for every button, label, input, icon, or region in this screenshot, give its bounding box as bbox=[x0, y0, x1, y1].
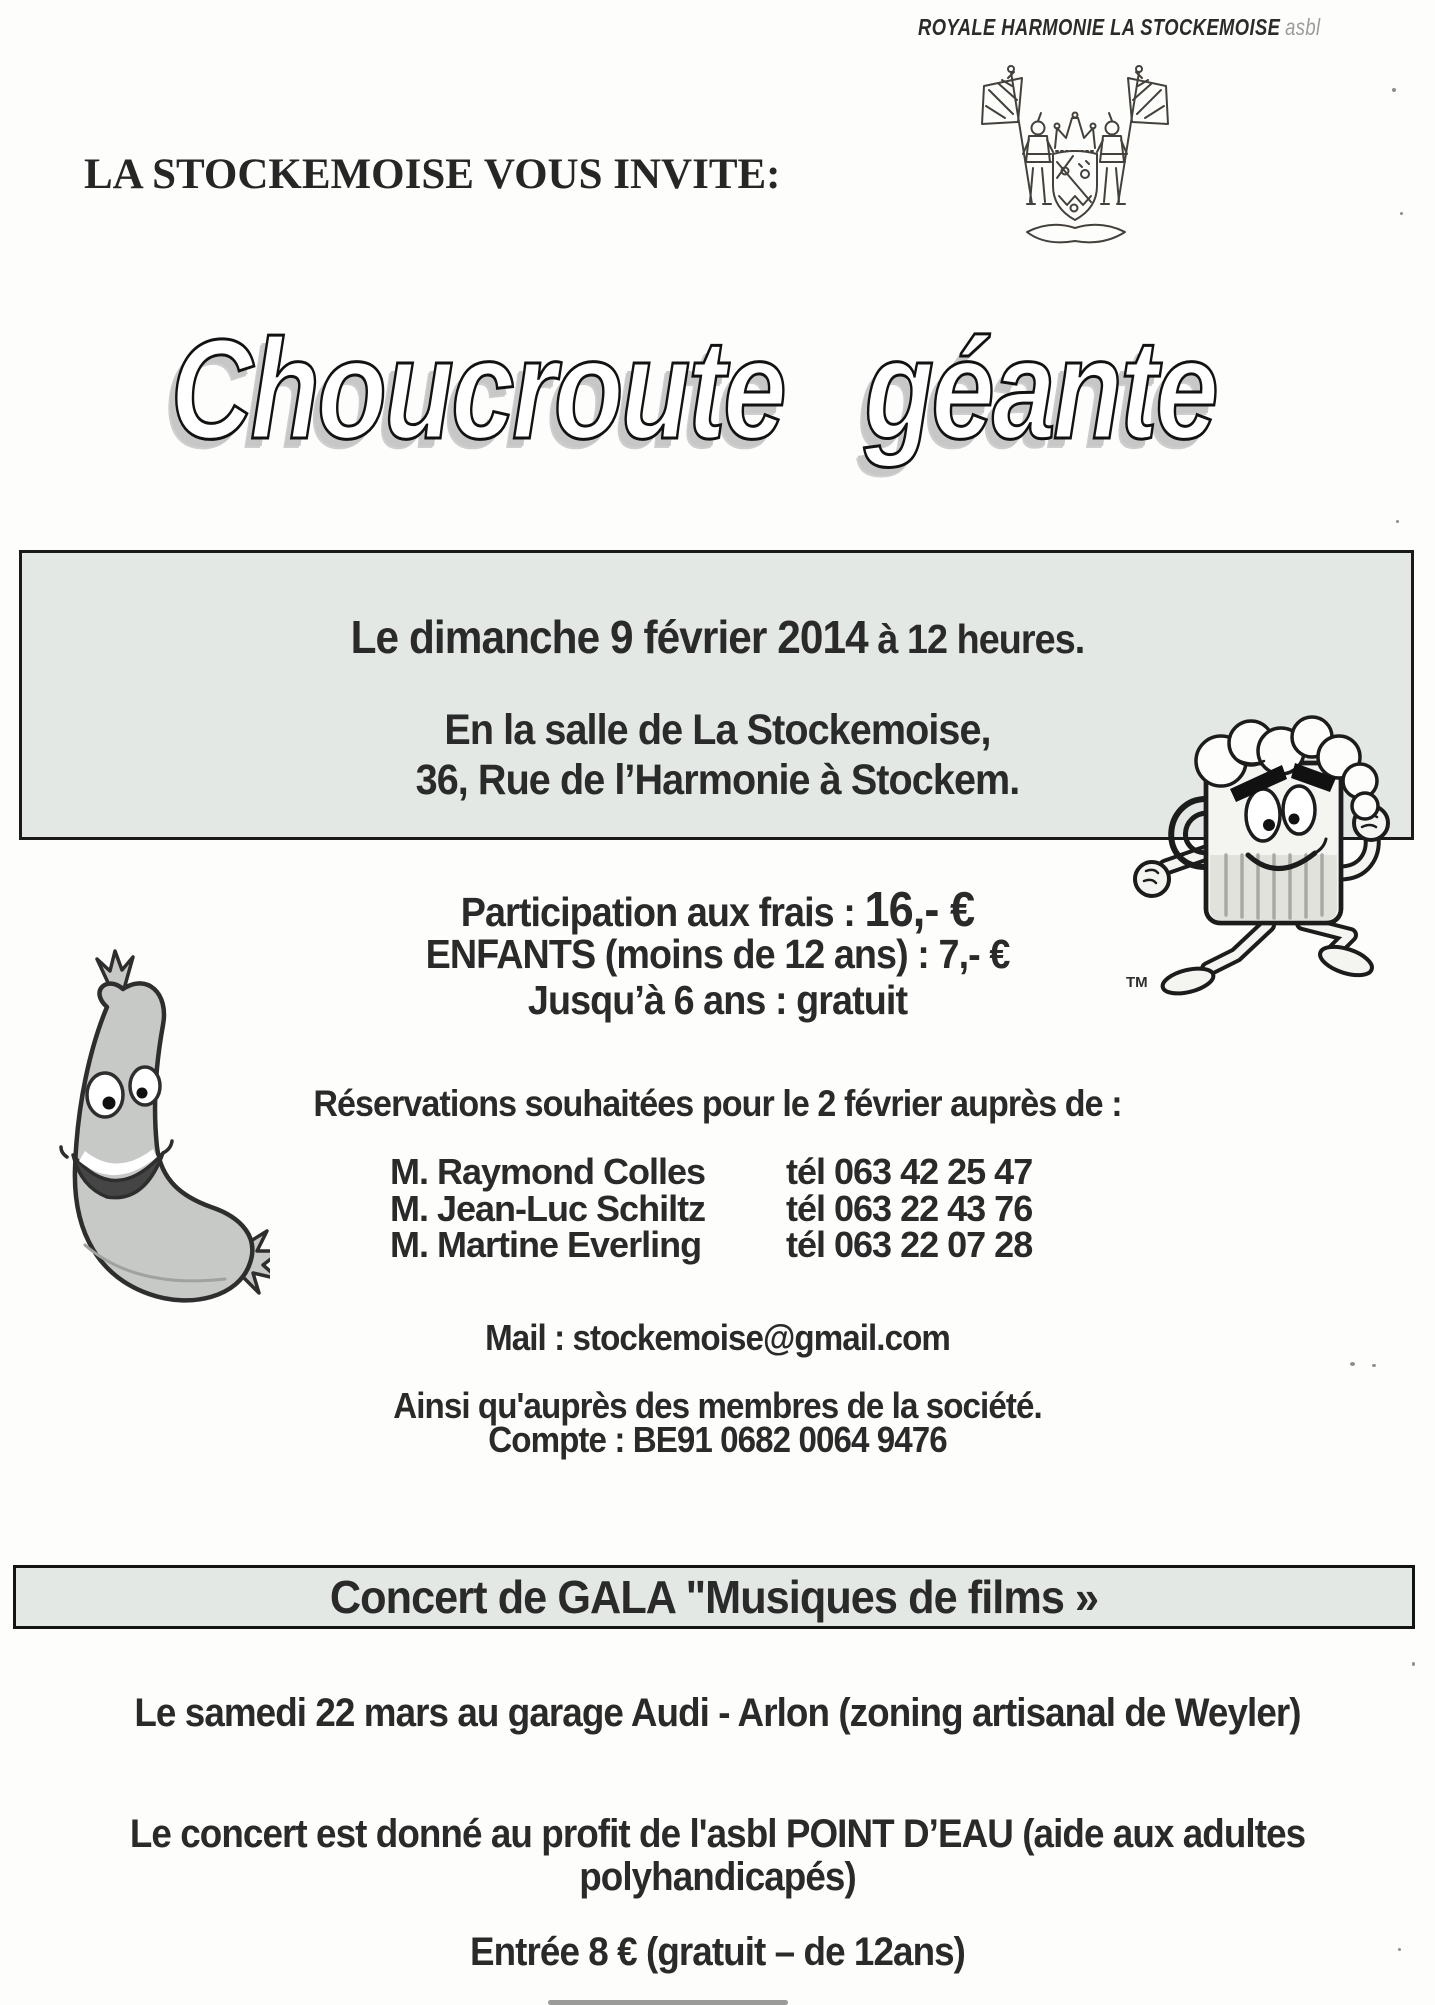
crown bbox=[1055, 113, 1096, 152]
contact-name: M. Martine Everling bbox=[390, 1224, 702, 1265]
trademark-label: TM bbox=[1126, 974, 1148, 991]
scan-speck bbox=[1398, 1948, 1401, 1951]
mail-line: Mail : stockemoise@gmail.com bbox=[485, 1317, 950, 1358]
reservations-heading: Réservations souhaitées pour le 2 février auprès de : bbox=[313, 1083, 1122, 1124]
venue-line-2: 36, Rue de l’Harmonie à Stockem. bbox=[415, 756, 1020, 804]
concert-benefit-line-1: Le concert est donné au profit de l'asbl POINT D’EAU (aide aux adultes bbox=[129, 1812, 1306, 1856]
scan-speck bbox=[1392, 88, 1396, 92]
left-flag bbox=[982, 66, 1032, 204]
coat-of-arms-logo bbox=[975, 56, 1175, 266]
account-line: Compte : BE91 0682 0064 9476 bbox=[488, 1419, 947, 1460]
scan-speck bbox=[1350, 1362, 1355, 1366]
scan-speck bbox=[1372, 1364, 1376, 1367]
concert-date-line: Le samedi 22 mars au garage Audi - Arlon (zoning artisanal de Weyler) bbox=[134, 1691, 1301, 1735]
sausage-body bbox=[75, 983, 252, 1300]
org-name: ROYALE HARMONIE LA STOCKEMOISE bbox=[918, 14, 1281, 40]
scan-speck bbox=[1412, 1662, 1415, 1666]
scan-speck bbox=[1400, 212, 1403, 215]
concert-banner bbox=[13, 1565, 1415, 1629]
org-header bbox=[918, 14, 1320, 41]
right-knight bbox=[1097, 113, 1127, 204]
scan-speck bbox=[1396, 520, 1399, 523]
event-date-line bbox=[57, 610, 1377, 664]
price-adults-label: Participation aux frais : bbox=[460, 889, 865, 935]
left-knight bbox=[1023, 113, 1053, 204]
contact-name: M. Raymond Colles bbox=[390, 1151, 706, 1192]
event-date: Le dimanche 9 février 2014 bbox=[350, 611, 868, 663]
ground bbox=[1027, 225, 1125, 243]
concert-banner-title: Concert de GALA "Musiques de films » bbox=[329, 1571, 1099, 1623]
flyer-title: Choucroute géante bbox=[170, 310, 1217, 469]
price-free-line: Jusqu’à 6 ans : gratuit bbox=[527, 977, 908, 1023]
price-adults-value: 16,- € bbox=[864, 883, 975, 937]
venue-line-1: En la salle de La Stockemoise, bbox=[444, 706, 991, 754]
smiling-sausage-mascot bbox=[15, 945, 270, 1340]
contact-phone: tél 063 22 07 28 bbox=[786, 1224, 1033, 1265]
price-children-line: ENFANTS (moins de 12 ans) : 7,- € bbox=[425, 931, 1010, 977]
scan-edge-shadow bbox=[548, 2000, 788, 2005]
invite-heading: LA STOCKEMOISE VOUS INVITE: bbox=[84, 151, 781, 198]
right-flag bbox=[1118, 66, 1168, 204]
event-time: à 12 heures. bbox=[867, 616, 1085, 662]
contact-phone: tél 063 42 25 47 bbox=[786, 1151, 1033, 1192]
price-adults-line bbox=[57, 882, 1377, 938]
org-suffix: asbl bbox=[1285, 14, 1321, 40]
shield bbox=[1053, 151, 1097, 220]
contact-name: M. Jean-Luc Schiltz bbox=[390, 1188, 706, 1229]
concert-entry-line: Entrée 8 € (gratuit – de 12ans) bbox=[469, 1930, 966, 1974]
contact-phone: tél 063 22 43 76 bbox=[786, 1188, 1033, 1229]
concert-benefit-line-2: polyhandicapés) bbox=[579, 1855, 856, 1899]
members-note: Ainsi qu'auprès des membres de la société. bbox=[393, 1385, 1042, 1426]
